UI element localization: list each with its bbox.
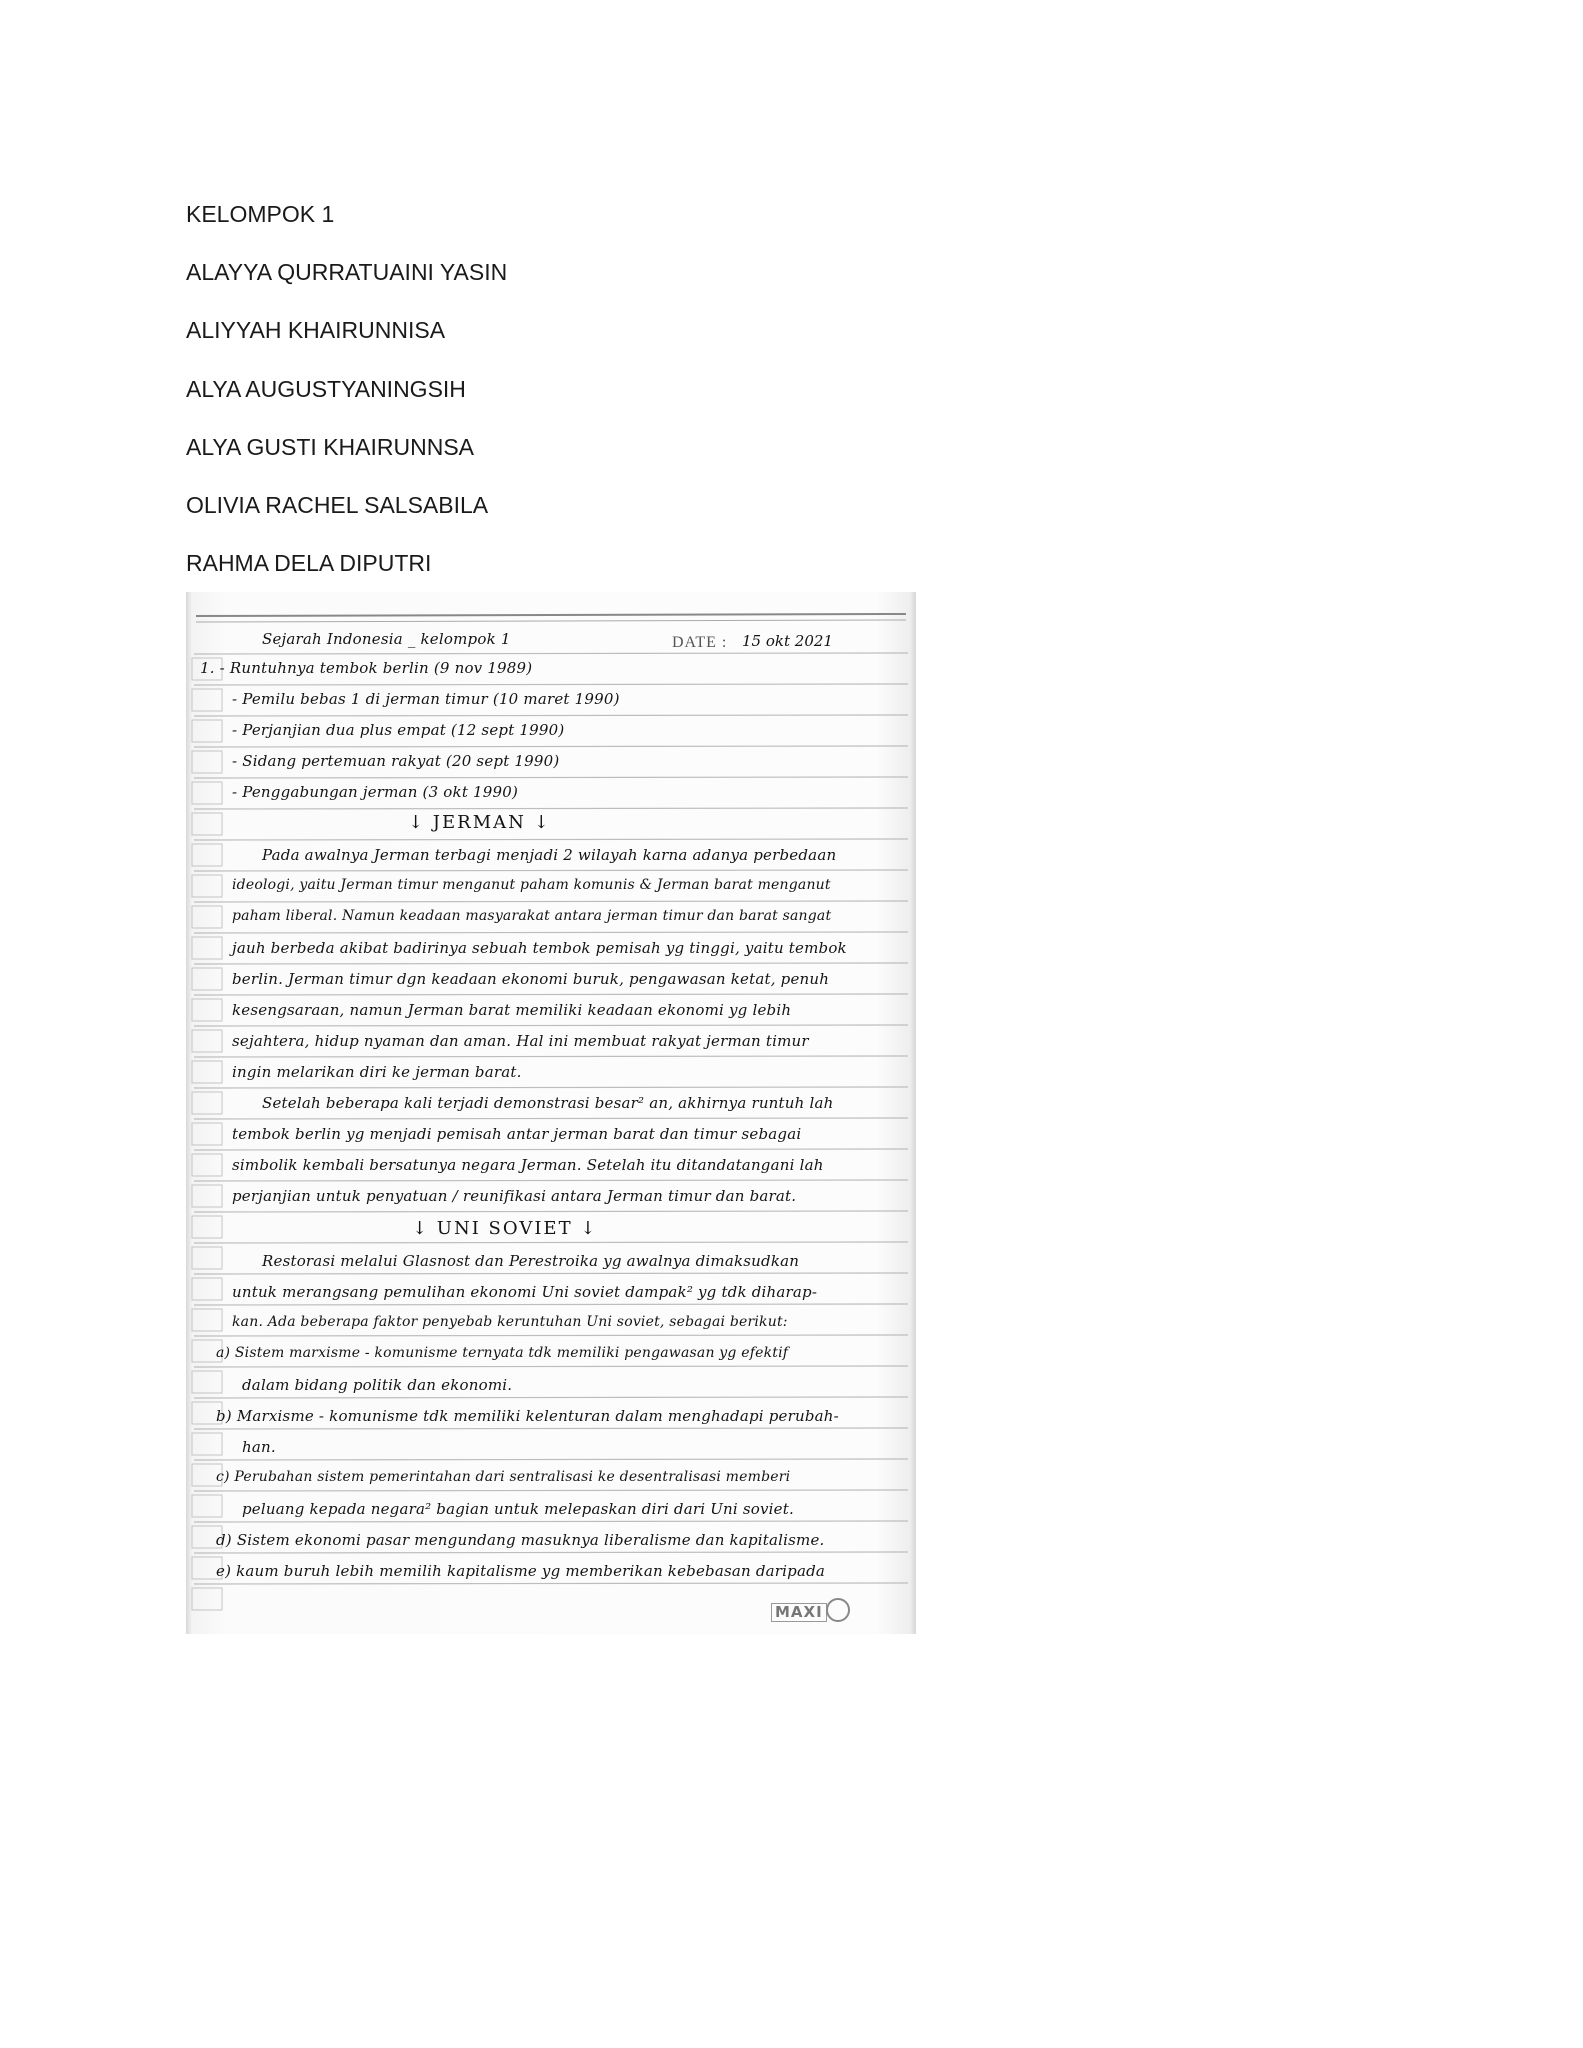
member-name: ALIYYAH KHAIRUNNISA [186,317,446,344]
notebook-line: ingin melarikan diri ke jerman barat. [232,1063,522,1081]
notebook-line: simbolik kembali bersatunya negara Jerman. Setelah itu ditandatangani lah [232,1156,824,1174]
notebook-line: tembok berlin yg menjadi pemisah antar jerman barat dan timur sebagai [232,1125,802,1143]
notebook-line: d) Sistem ekonomi pasar mengundang masuknya liberalisme dan kapitalisme. [216,1531,825,1549]
notebook-line: kan. Ada beberapa faktor penyebab keruntuhan Uni soviet, sebagai berikut: [232,1314,788,1330]
notebook-line: - Sidang pertemuan rakyat (20 sept 1990) [232,752,560,770]
notebook-header: Sejarah Indonesia _ kelompok 1 [262,630,511,648]
section-heading-uni-soviet: ↓ UNI SOVIET ↓ [412,1218,598,1239]
notebook-line: sejahtera, hidup nyaman dan aman. Hal ini membuat rakyat jerman timur [232,1032,809,1050]
notebook-line: 1. - Runtuhnya tembok berlin (9 nov 1989) [200,659,533,677]
notebook-line: b) Marxisme - komunisme tdk memiliki kelenturan dalam menghadapi perubah- [216,1407,839,1425]
notebook-line: untuk merangsang pemulihan ekonomi Uni soviet dampak² yg tdk diharap- [232,1283,818,1301]
member-name: OLIVIA RACHEL SALSABILA [186,492,489,519]
notebook-photo [186,592,916,1634]
notebook-line: a) Sistem marxisme - komunisme ternyata tdk memiliki pengawasan yg efektif [216,1345,789,1361]
notebook-line: - Perjanjian dua plus empat (12 sept 1990) [232,721,565,739]
group-member-list [186,185,886,592]
notebook-line: - Penggabungan jerman (3 okt 1990) [232,783,519,801]
date-value: 15 okt 2021 [742,632,833,650]
notebook-line: han. [242,1438,276,1456]
notebook-line: kesengsaraan, namun Jerman barat memiliki keadaan ekonomi yg lebih [232,1001,792,1019]
notebook-line: dalam bidang politik dan ekonomi. [242,1376,513,1394]
notebook-line: jauh berbeda akibat badirinya sebuah tembok pemisah yg tinggi, yaitu tembok [232,939,847,957]
notebook-line: - Pemilu bebas 1 di jerman timur (10 maret 1990) [232,690,620,708]
member-name: RAHMA DELA DIPUTRI [186,550,432,577]
notebook-line: e) kaum buruh lebih memilih kapitalisme yg memberikan kebebasan daripada [216,1562,826,1580]
group-title: KELOMPOK 1 [186,201,335,227]
notebook-line: c) Perubahan sistem pemerintahan dari sentralisasi ke desentralisasi memberi [216,1469,791,1485]
notebook-line: paham liberal. Namun keadaan masyarakat antara jerman timur dan barat sangat [232,908,832,924]
notebook-line: berlin. Jerman timur dgn keadaan ekonomi buruk, pengawasan ketat, penuh [232,970,830,988]
date-label: DATE : [672,634,728,651]
notebook-line: Restorasi melalui Glasnost dan Perestroika yg awalnya dimaksudkan [262,1252,800,1270]
notebook-line: ideologi, yaitu Jerman timur menganut paham komunis & Jerman barat menganut [232,877,831,893]
notebook-line: perjanjian untuk penyatuan / reunifikasi antara Jerman timur dan barat. [232,1187,797,1205]
member-name: ALYA AUGUSTYANINGSIH [186,375,466,402]
notebook-brand-logo: MAXI [771,1603,827,1622]
notebook-line: Setelah beberapa kali terjadi demonstrasi besar² an, akhirnya runtuh lah [262,1094,834,1112]
section-heading-jerman: ↓ JERMAN ↓ [408,812,551,833]
member-name: ALYA GUSTI KHAIRUNNSA [186,433,474,460]
brand-emblem-icon [826,1598,850,1622]
notebook-line: peluang kepada negara² bagian untuk melepaskan diri dari Uni soviet. [242,1500,794,1518]
member-name: ALAYYA QURRATUAINI YASIN [186,259,508,286]
notebook-line: Pada awalnya Jerman terbagi menjadi 2 wilayah karna adanya perbedaan [262,846,837,864]
